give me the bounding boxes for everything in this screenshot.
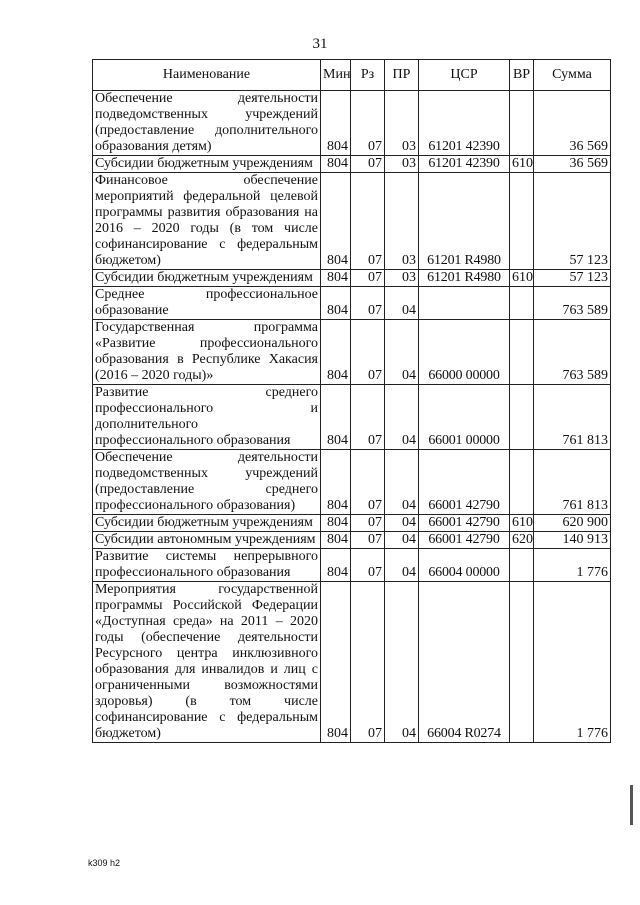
row-name: Финансовое обеспечение мероприятий федеральной целевой программы развития образования на 2016 – 2020 годы (в том числе софинансирование с федеральным бюджетом) xyxy=(93,173,321,270)
row-vr xyxy=(510,582,534,743)
row-csr: 61201 R4980 xyxy=(419,173,510,270)
row-min: 804 xyxy=(321,582,351,743)
row-csr: 61201 42390 xyxy=(419,156,510,173)
table-row xyxy=(93,91,611,156)
row-name: Субсидии бюджетным учреждениям xyxy=(93,515,321,532)
row-vr: 620 xyxy=(510,532,534,549)
row-min: 804 xyxy=(321,156,351,173)
row-name: Субсидии бюджетным учреждениям xyxy=(93,270,321,287)
row-pr: 03 xyxy=(385,156,419,173)
row-pr: 03 xyxy=(385,270,419,287)
table-row xyxy=(93,385,611,450)
row-sum: 763 589 xyxy=(534,320,611,385)
row-rz: 07 xyxy=(351,385,385,450)
table-row xyxy=(93,287,611,320)
row-csr: 66001 42790 xyxy=(419,532,510,549)
row-csr: 61201 R4980 xyxy=(419,270,510,287)
table-row xyxy=(93,173,611,270)
row-vr xyxy=(510,549,534,582)
page-number: 31 xyxy=(312,36,328,52)
row-sum: 620 900 xyxy=(534,515,611,532)
row-rz: 07 xyxy=(351,515,385,532)
row-csr: 66001 42790 xyxy=(419,450,510,515)
row-sum: 140 913 xyxy=(534,532,611,549)
table-row xyxy=(93,270,611,287)
row-min: 804 xyxy=(321,91,351,156)
budget-table xyxy=(92,59,611,743)
row-pr: 04 xyxy=(385,582,419,743)
row-pr: 03 xyxy=(385,173,419,270)
row-min: 804 xyxy=(321,287,351,320)
row-min: 804 xyxy=(321,385,351,450)
row-pr: 04 xyxy=(385,532,419,549)
row-csr: 66004 00000 xyxy=(419,549,510,582)
table-row xyxy=(93,549,611,582)
header-rz: Рз xyxy=(351,60,385,91)
row-name: Обеспечение деятельности подведомственных учреждений (предоставление среднего профессионального образования) xyxy=(93,450,321,515)
table-row xyxy=(93,515,611,532)
header-sum: Сумма xyxy=(534,60,611,91)
header-row xyxy=(93,60,611,91)
row-min: 804 xyxy=(321,270,351,287)
header-pr: ПР xyxy=(385,60,419,91)
table-row xyxy=(93,320,611,385)
row-pr: 04 xyxy=(385,287,419,320)
row-rz: 07 xyxy=(351,173,385,270)
row-name: Среднее профессиональное образование xyxy=(93,287,321,320)
row-pr: 03 xyxy=(385,91,419,156)
header-name: Наименование xyxy=(93,60,321,91)
row-vr: 610 xyxy=(510,156,534,173)
row-csr: 66004 R0274 xyxy=(419,582,510,743)
footer-code: k309 h2 xyxy=(88,858,121,868)
row-vr xyxy=(510,450,534,515)
row-pr: 04 xyxy=(385,549,419,582)
row-rz: 07 xyxy=(351,582,385,743)
row-sum: 1 776 xyxy=(534,549,611,582)
row-name: Субсидии бюджетным учреждениям xyxy=(93,156,321,173)
row-vr xyxy=(510,385,534,450)
row-pr: 04 xyxy=(385,320,419,385)
table-row xyxy=(93,532,611,549)
table-row xyxy=(93,582,611,743)
row-csr: 66000 00000 xyxy=(419,320,510,385)
row-rz: 07 xyxy=(351,91,385,156)
row-vr: 610 xyxy=(510,515,534,532)
row-min: 804 xyxy=(321,532,351,549)
row-min: 804 xyxy=(321,549,351,582)
row-rz: 07 xyxy=(351,156,385,173)
row-name: Обеспечение деятельности подведомственных учреждений (предоставление дополнительного образования детям) xyxy=(93,91,321,156)
row-rz: 07 xyxy=(351,287,385,320)
row-pr: 04 xyxy=(385,515,419,532)
row-vr xyxy=(510,91,534,156)
row-min: 804 xyxy=(321,320,351,385)
row-vr xyxy=(510,173,534,270)
row-sum: 36 569 xyxy=(534,156,611,173)
row-csr: 66001 42790 xyxy=(419,515,510,532)
row-rz: 07 xyxy=(351,320,385,385)
row-rz: 07 xyxy=(351,549,385,582)
row-vr xyxy=(510,287,534,320)
row-name: Развитие системы непрерывного профессионального образования xyxy=(93,549,321,582)
row-min: 804 xyxy=(321,450,351,515)
row-sum: 761 813 xyxy=(534,385,611,450)
row-sum: 36 569 xyxy=(534,91,611,156)
row-pr: 04 xyxy=(385,385,419,450)
row-csr: 61201 42390 xyxy=(419,91,510,156)
row-min: 804 xyxy=(321,515,351,532)
header-vr: ВР xyxy=(510,60,534,91)
scan-edge-mark xyxy=(630,785,633,825)
row-min: 804 xyxy=(321,173,351,270)
table-row xyxy=(93,450,611,515)
row-rz: 07 xyxy=(351,532,385,549)
row-rz: 07 xyxy=(351,450,385,515)
row-sum: 761 813 xyxy=(534,450,611,515)
row-sum: 57 123 xyxy=(534,270,611,287)
row-name: Мероприятия государственной программы Российской Федерации «Доступная среда» на 2011 – 2020 годы (обеспечение деятельности Ресурсного центра инклюзивного образования для инвалидов и лиц с ограниченными возможностями здоровья) (в том числе софинансирование с федеральным бюджетом) xyxy=(93,582,321,743)
row-rz: 07 xyxy=(351,270,385,287)
header-min: Мин xyxy=(321,60,351,91)
row-sum: 1 776 xyxy=(534,582,611,743)
header-csr: ЦСР xyxy=(419,60,510,91)
row-sum: 763 589 xyxy=(534,287,611,320)
row-csr xyxy=(419,287,510,320)
row-name: Государственная программа «Развитие профессионального образования в Республике Хакасия (2016 – 2020 годы)» xyxy=(93,320,321,385)
row-pr: 04 xyxy=(385,450,419,515)
table-row xyxy=(93,156,611,173)
row-vr: 610 xyxy=(510,270,534,287)
row-name: Развитие среднего профессионального и дополнительного профессионального образования xyxy=(93,385,321,450)
row-vr xyxy=(510,320,534,385)
row-name: Субсидии автономным учреждениям xyxy=(93,532,321,549)
row-sum: 57 123 xyxy=(534,173,611,270)
row-csr: 66001 00000 xyxy=(419,385,510,450)
